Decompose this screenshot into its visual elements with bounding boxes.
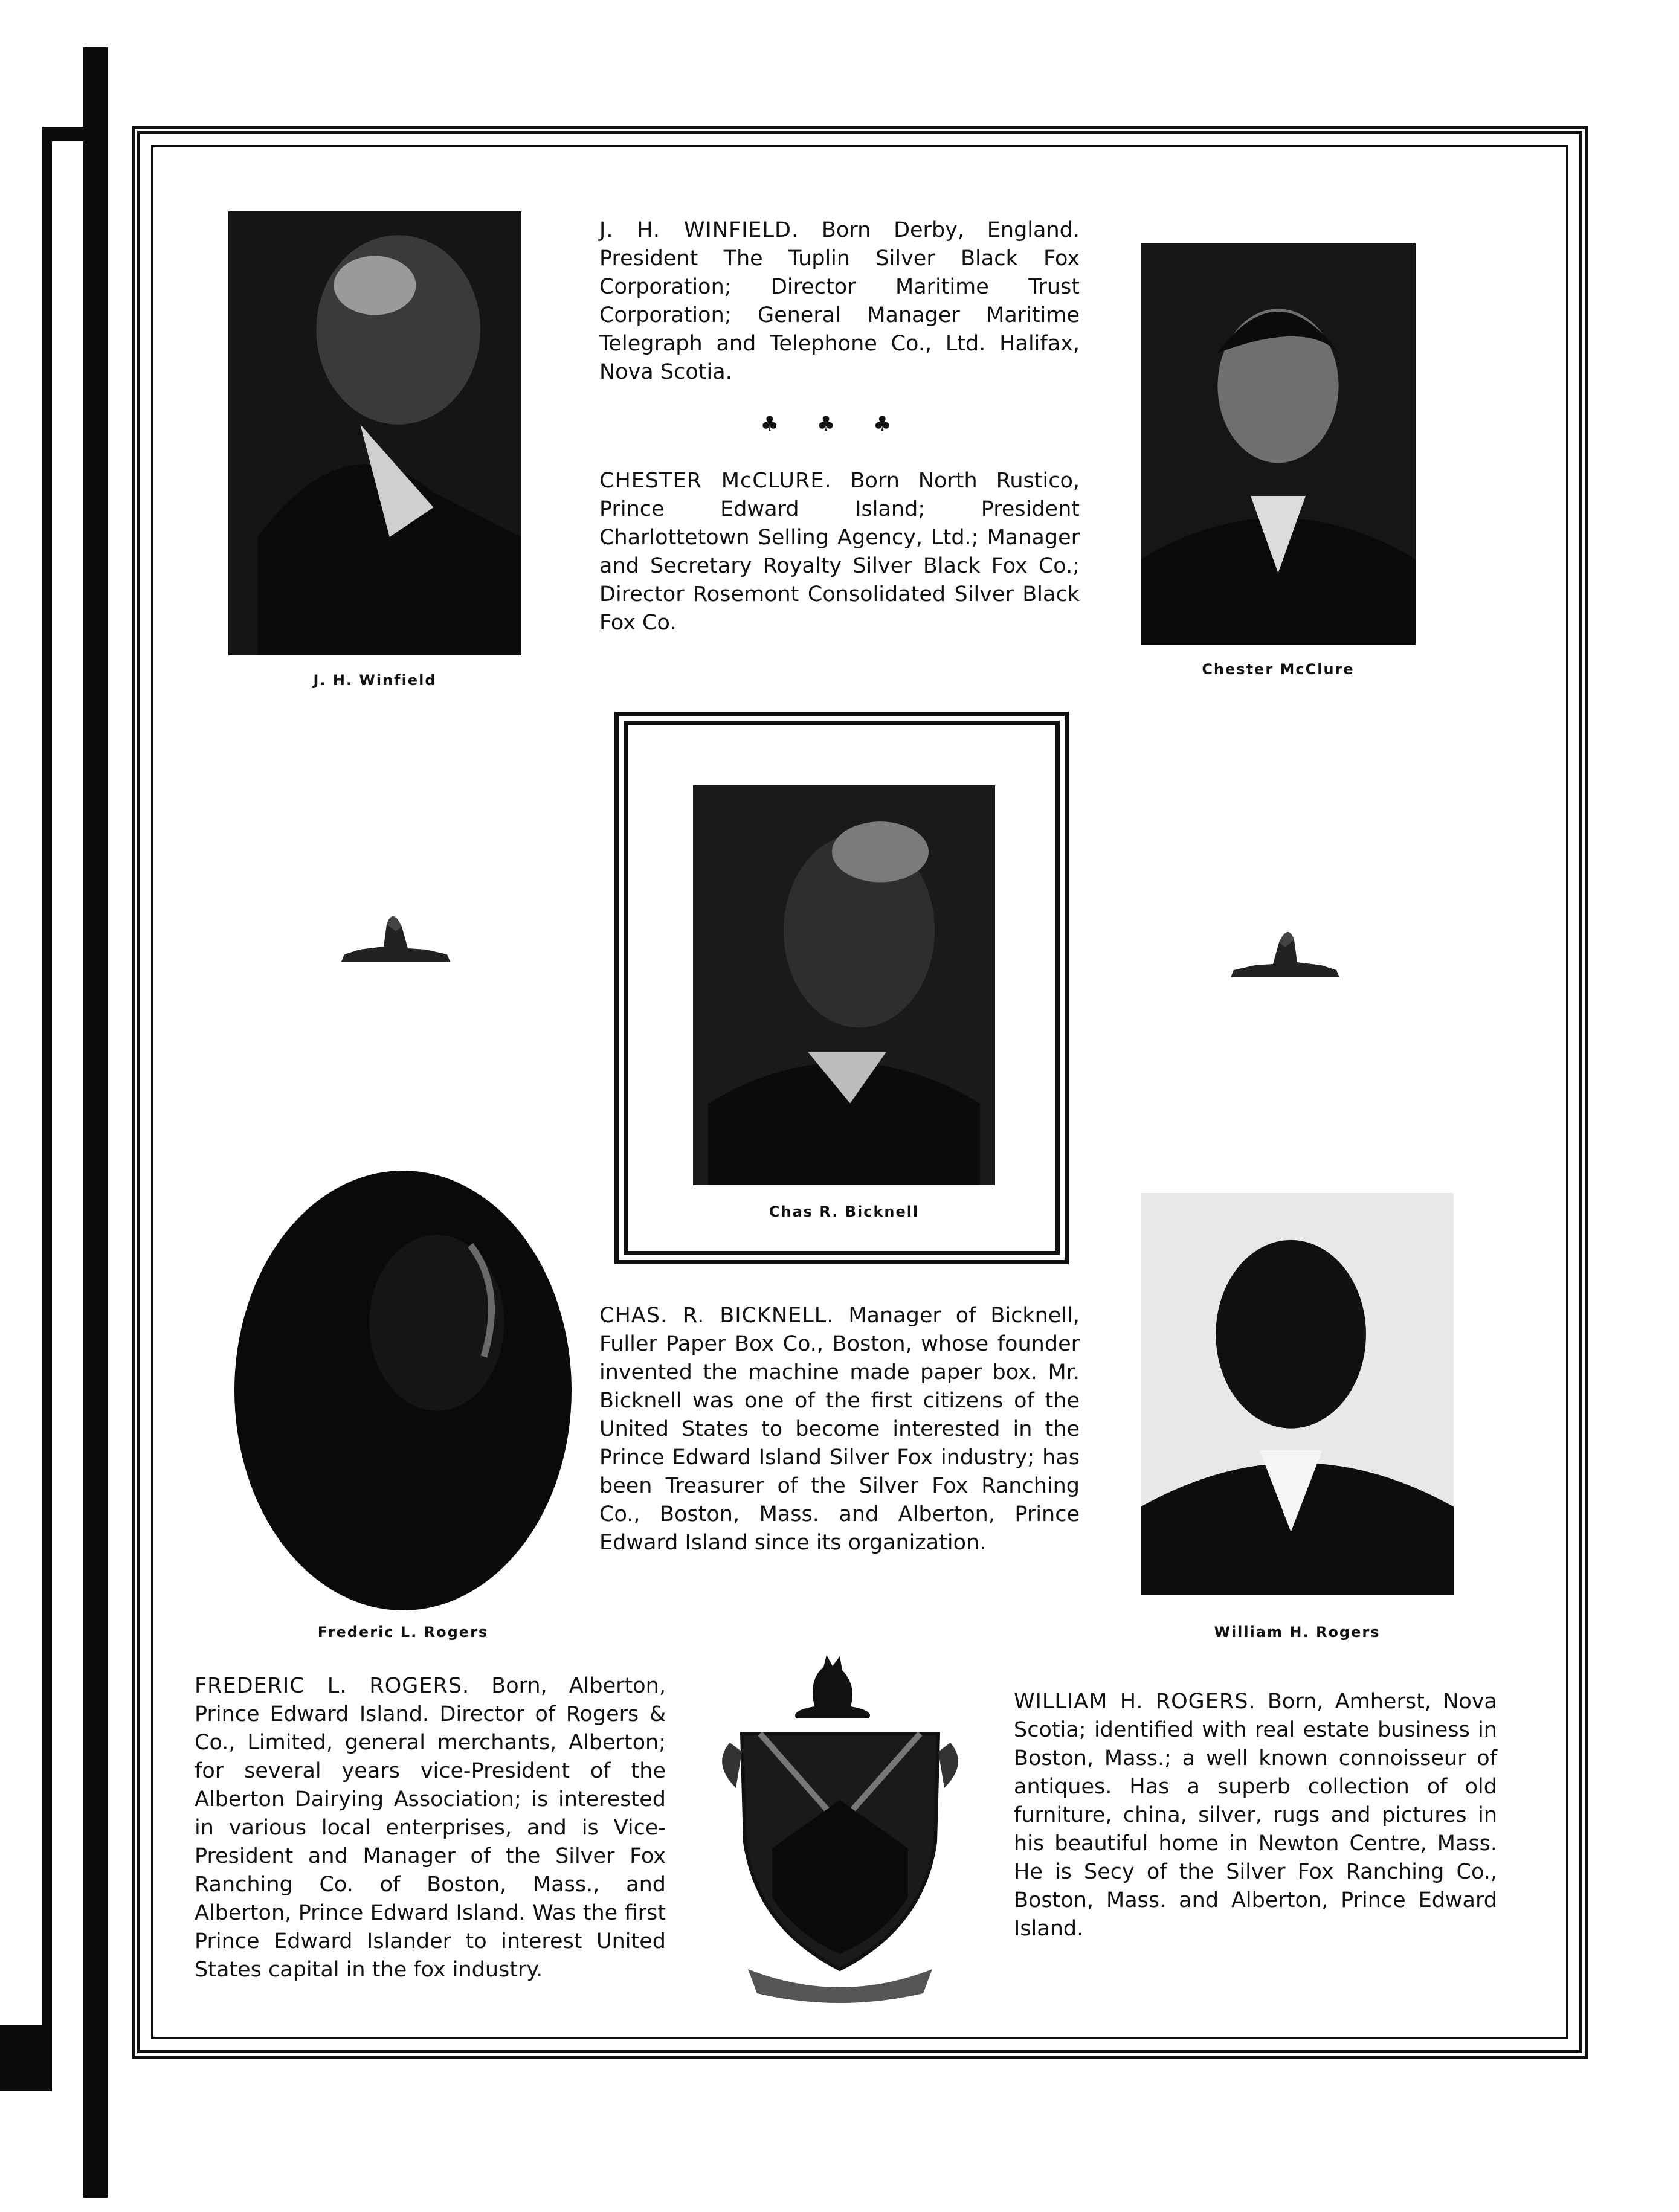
sphinx-ornament-right bbox=[1225, 905, 1345, 986]
binding-bracket-side bbox=[42, 127, 52, 2030]
bio-william-text: Born, Amherst, Nova Scotia; identified with real estate business in Boston, Mass.; a well known connoisseur of antiques. Has a superb collection of old furniture, china, silver, rugs and pictures in his beautiful home in Newton Centre, Mass. He is Secy of the Silver Fox Ranching Co., Boston, Mass. and Alberton, Prince Edward Island. bbox=[1014, 1690, 1497, 1941]
portrait-frederic-figure bbox=[234, 1171, 572, 1610]
binding-strip bbox=[83, 47, 108, 2198]
bio-mcclure bbox=[599, 467, 1080, 637]
bio-winfield-text: Born Derby, England. President The Tuplin Silver Black Fox Corporation; Director Maritime Trust Corporation; General Manager Maritime Telegraph and Telephone Co., Ltd. Halifax, Nova Scotia. bbox=[599, 218, 1080, 384]
portrait-mcclure bbox=[1141, 243, 1416, 645]
caption-william: William H. Rogers bbox=[1214, 1624, 1381, 1641]
bio-winfield bbox=[599, 216, 1080, 387]
portrait-winfield-figure bbox=[228, 211, 521, 655]
coat-of-arms bbox=[706, 1643, 975, 2013]
portrait-bicknell-frame bbox=[614, 712, 1069, 1264]
portrait-william bbox=[1141, 1193, 1454, 1595]
bio-mcclure-name: CHESTER McCLURE. bbox=[599, 469, 832, 493]
portrait-mcclure-figure bbox=[1141, 243, 1416, 645]
bio-frederic-text: Born, Alberton, Prince Edward Island. Director of Rogers & Co., Limited, general merchants, Alberton; for several years vice-President of the Alberton Dairying Association; is interested in various local enterprises, and is Vice-President and Manager of the Silver Fox Ranching Co. of Boston, Mass., and Alberton, Prince Edward Island. Was the first Prince Edward Islander to interest United States capital in the fox industry. bbox=[195, 1674, 666, 1982]
bio-bicknell-text: Manager of Bicknell, Fuller Paper Box Co., Boston, whose founder invented the machine made paper box. Mr. Bicknell was one of the first citizens of the United States to become interested in the Prince Edward Island Silver Fox industry; has been Treasurer of the Silver Fox Ranching Co., Boston, Mass. and Alberton, Prince Edward Island since its organization. bbox=[599, 1304, 1080, 1555]
caption-mcclure: Chester McClure bbox=[1202, 661, 1355, 678]
portrait-bicknell-figure bbox=[693, 785, 995, 1185]
sphinx-ornament-left bbox=[335, 889, 456, 971]
portrait-winfield bbox=[228, 211, 521, 655]
bio-william bbox=[1014, 1688, 1497, 1943]
caption-winfield: J. H. Winfield bbox=[313, 672, 437, 689]
bio-frederic bbox=[195, 1672, 666, 1984]
bio-mcclure-text: Born North Rustico, Prince Edward Island; President Charlottetown Selling Agency, Ltd.; Manager and Secretary Royalty Silver Black Fox Co.; Director Rosemont Consolidated Silver Black Fox Co. bbox=[599, 469, 1080, 635]
caption-bicknell: Chas R. Bicknell bbox=[769, 1203, 920, 1220]
bio-bicknell bbox=[599, 1302, 1080, 1557]
portrait-william-figure bbox=[1141, 1193, 1454, 1595]
bio-bicknell-name: CHAS. R. BICKNELL. bbox=[599, 1304, 834, 1328]
bio-winfield-name: J. H. WINFIELD. bbox=[599, 218, 799, 242]
caption-frederic: Frederic L. Rogers bbox=[317, 1624, 489, 1641]
portrait-frederic bbox=[234, 1171, 572, 1610]
section-ornament: ♣ ♣ ♣ bbox=[760, 412, 907, 436]
bio-william-name: WILLIAM H. ROGERS. bbox=[1014, 1690, 1256, 1714]
bio-frederic-name: FREDERIC L. ROGERS. bbox=[195, 1674, 470, 1698]
binding-bracket-foot bbox=[0, 2025, 52, 2091]
portrait-bicknell bbox=[693, 785, 995, 1185]
